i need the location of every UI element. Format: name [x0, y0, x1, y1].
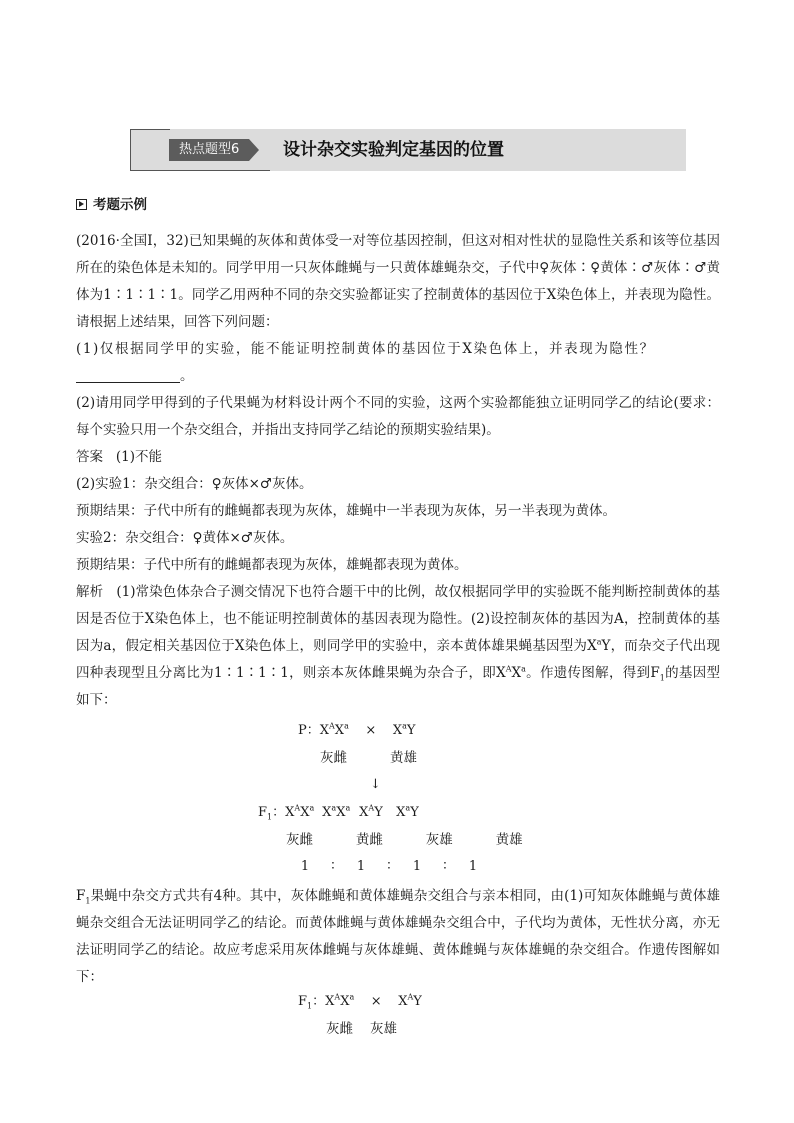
ratio-sep: ∶: [443, 859, 447, 874]
question-2: (2)请用同学甲得到的子代果蝇为材料设计两个不同的实验，这两个实验都能独立证明同学乙的结论(要求：每个实验只用一个杂交组合，并指出支持同学乙结论的预期实验结果)。: [76, 395, 720, 438]
genotype: X: [392, 723, 403, 738]
times-symbol: ×: [365, 723, 377, 738]
banner-tag-arrow-icon: [249, 139, 259, 161]
answer-1: (1)不能: [115, 449, 162, 465]
ratio-value: 1: [468, 859, 478, 874]
genotype: $X^AY$: [398, 992, 422, 1009]
f1-genotype: $X^aY$: [396, 803, 419, 820]
answer-experiment-2: 实验2：杂交组合：♀黄体×♂灰体。: [76, 530, 294, 546]
genotype: Y: [406, 723, 416, 738]
play-square-icon: [76, 199, 87, 210]
cross1-ratio: [291, 857, 487, 877]
cross1-f1-genotypes: [258, 803, 419, 823]
superscript: A: [368, 803, 375, 813]
colon: ：: [272, 805, 286, 820]
cross1-p-label: P：: [298, 723, 320, 738]
superscript: A: [329, 721, 335, 731]
answer-line: [76, 444, 720, 471]
subscript: 1: [307, 1001, 313, 1011]
phenotype: 灰雄: [425, 832, 453, 848]
times-symbol: ×: [370, 994, 382, 1009]
ratio-value: 1: [300, 859, 310, 874]
superscript: A: [294, 803, 301, 813]
subscript: 1: [85, 896, 91, 906]
analysis-paragraph: [76, 579, 720, 714]
superscript: a: [405, 803, 411, 813]
analysis-text: (1)常染色体杂合子测交情况下也符合题干中的比例，故仅根据同学甲的实验既不能判断控制黄体的基因是否位于X染色体上，也不能证明控制黄体的基因表现为隐性。(2)设控制灰体的基因为A，控制黄体的基因为a，假定相关基因位于X染色体上，则同学甲的实验中，亲本黄体雄果蝇基因型为X: [76, 584, 720, 654]
section-title: 考题示例: [93, 197, 147, 213]
conclusion-paragraph: [76, 883, 720, 991]
genotype: X: [319, 723, 330, 738]
superscript: a: [349, 992, 355, 1002]
ratio-sep: ∶: [331, 859, 335, 874]
colon: ：: [312, 994, 326, 1009]
answer-blank: [76, 365, 180, 383]
analysis-text: 的基因型如下：: [76, 665, 720, 708]
analysis-text: 。作遗传图解，得到F: [525, 665, 660, 681]
banner-tag: 热点题型6: [169, 139, 249, 161]
answer-result-2: 预期结果：子代中所有的雌蝇都表现为灰体，雄蝇都表现为黄体。: [76, 557, 468, 573]
cross1-pheno-male: 黄雄: [390, 750, 417, 766]
cross2-pheno-male: 灰雄: [370, 1021, 397, 1037]
answer-experiment-1: (2)实验1：杂交组合：♀灰体×♂灰体。: [76, 476, 313, 492]
superscript: A: [334, 992, 341, 1002]
superscript: a: [331, 803, 337, 813]
analysis-label: 解析: [76, 584, 104, 600]
arrow-down-icon: ↓: [370, 777, 381, 792]
answer-result-1: 预期结果：子代中所有的雌蝇都表现为灰体，雄蝇中一半表现为灰体，另一半表现为黄体。: [76, 503, 616, 519]
subscript: 1: [659, 673, 665, 683]
cross2-pheno-female: 灰雌: [326, 1021, 353, 1037]
conclusion-text: 果蝇中杂交方式共有4种。其中，灰体雌蝇和黄体雄蝇杂交组合与亲本相同，由(1)可知灰体雌蝇与黄体雄蝇杂交组合无法证明同学乙的结论。而黄体雌蝇与黄体雄蝇杂交组合中，子代均为黄体，无性状分离，亦无法证明同学乙的结论。故应考虑采用灰体雌蝇与灰体雄蝇、黄体雌蝇与灰体雄蝇的杂交组合。作遗传图解如下：: [76, 888, 720, 985]
genotype: X: [334, 723, 345, 738]
ratio-value: 1: [356, 859, 366, 874]
question-intro: (2016·全国Ⅰ，32)已知果蝇的灰体和黄体受一对等位基因控制，但这对相对性状的显隐性关系和该等位基因所在的染色体是未知的。同学甲用一只灰体雌蝇与一只黄体雄蝇杂交，子代中♀灰体∶♀黄体∶♂灰体∶♂黄体为1∶1∶1∶1。同学乙用两种不同的杂交实验都证实了控制黄体的基因位于X染色体上，并表现为隐性。请根据上述结果，回答下列问题：: [76, 233, 720, 330]
cross1-f1-phenotypes: [286, 830, 523, 850]
superscript: a: [596, 637, 602, 647]
f1-genotype: $X^aX^a$: [322, 803, 351, 820]
subscript: 1: [267, 812, 273, 822]
phenotype: 黄雄: [495, 832, 523, 848]
cross2-parents: [298, 992, 422, 1012]
question-1-answer-line: [76, 363, 720, 390]
f1-genotype-list: [285, 805, 419, 820]
banner-frame-top: [130, 129, 170, 130]
banner-frame-left: [130, 129, 131, 171]
conclusion-text: F: [76, 888, 86, 904]
f1-label: F: [298, 994, 308, 1009]
banner-frame-bottom: [130, 170, 270, 171]
cross1-pheno-female: 灰雌: [320, 750, 347, 766]
superscript: a: [521, 664, 526, 674]
phenotype: 灰雌: [286, 832, 313, 848]
question-1: (1)仅根据同学甲的实验，能不能证明控制黄体的基因位于X染色体上，并表现为隐性？: [76, 341, 655, 357]
f1-label: F: [258, 805, 268, 820]
f1-genotype: $X^AY$: [359, 803, 383, 820]
banner-title: 设计杂交实验判定基因的位置: [283, 140, 504, 160]
superscript: a: [345, 803, 351, 813]
f1-genotype: $X^AX^a$: [285, 803, 315, 820]
superscript: a: [309, 803, 315, 813]
question-1-end: 。: [180, 368, 194, 384]
phenotype: 黄雌: [355, 832, 383, 848]
superscript: A: [505, 664, 512, 674]
cross1-parents: [298, 721, 415, 741]
analysis-text: X: [511, 665, 522, 681]
superscript: a: [402, 721, 407, 731]
superscript: A: [407, 992, 414, 1002]
superscript: a: [344, 721, 349, 731]
analysis-text: Y，而杂交子代出现四种表现型且分离比为1∶1∶1∶1，则亲本灰体雌果蝇为杂合子，即X: [76, 638, 720, 681]
ratio-value: 1: [412, 859, 422, 874]
genotype: $X^AX^a$: [325, 992, 355, 1009]
answer-label: 答案: [76, 449, 103, 465]
ratio-sep: ∶: [387, 859, 391, 874]
